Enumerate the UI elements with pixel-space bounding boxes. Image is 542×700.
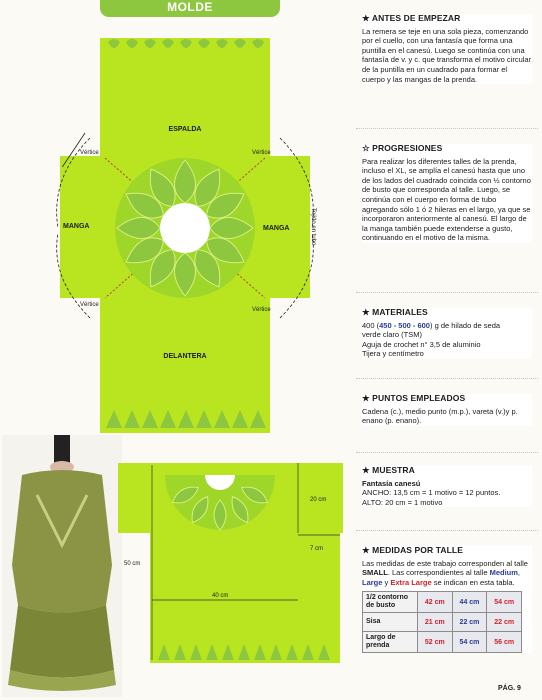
label-espalda: ESPALDA [168,126,202,133]
divider-4 [356,452,538,453]
label-vertice-tr: Vértice [252,150,271,156]
muestra-line1: ANCHO: 13,5 cm = 1 motivo = 12 puntos. [362,488,501,498]
label-vertice-br: Vértice [252,307,271,313]
section-materiales [362,308,532,359]
antes-title: ★ ANTES DE EMPEZAR [362,13,461,23]
muestra-line2: ALTO: 20 cm = 1 motivo [362,497,443,507]
label-manga-right: MANGA [263,225,290,232]
divider-2 [356,292,538,293]
antes-text: La remera se teje en una sola pieza, comenzando por el cuello, con una fantasía que forma una puntilla en el canesú. Luego se continúa con una fantasía de v. y c. que transforma el motivo circular de la puntilla en un cuadrado para formar el cuerpo y las mangas de la prenda. [362,26,532,84]
page-number: PÁG. 9 [498,685,521,692]
materiales-line3: Aguja de crochet n° 3,5 de aluminio [362,339,481,349]
muestra-subtitle: Fantasía canesú [362,478,421,488]
garment-photo [2,435,122,697]
size-table [362,591,522,653]
medidas-title: ★ MEDIDAS POR TALLE [362,545,463,555]
materiales-line1: 400 (450 - 500 - 600) g de hilado de seda [362,320,501,330]
dim-20cm: 20 cm [310,497,327,503]
label-delantera: DELANTERA [163,353,207,360]
divider-1 [356,128,538,129]
leaf-border-top [108,39,264,48]
dim-40cm: 40 cm [212,593,229,599]
section-antes [362,14,532,84]
molde-tab [100,0,280,17]
puntos-title: ★ PUNTOS EMPLEADOS [362,393,466,403]
dim-50cm: 50 cm [124,561,141,567]
table-row: 1/2 contorno de busto 42 cm 44 cm 54 cm [363,592,522,613]
materiales-line2: verde claro (TSM) [362,330,423,340]
muestra-title: ★ MUESTRA [362,465,415,475]
divider-5 [356,530,538,531]
materiales-line4: Tijera y centímetro [362,349,424,359]
dim-7cm: 7 cm [310,546,324,552]
espalda-panel [100,38,270,163]
table-row: Sisa 21 cm 22 cm 22 cm [363,613,522,632]
divider-3 [356,378,538,379]
puntos-text: Cadena (c.), medio punto (m.p.), vareta (v.)y p. enano (p. enano). [362,406,518,426]
section-muestra [362,466,532,507]
progresiones-text: Para realizar los diferentes talles de la prenda, incluso el XL, se amplía el canesú hasta que uno de los lados del cuadrado coincida con ½ contorno de busto que corresponda al talle. Luego, se continúa con el cuerpo en forma de tubo agregando sólo 1 ó 2 hileras en el largo, ya que se incorporaron anteriormente al canesú. El largo de la manga también puede extenderse a gusto, continuando en el motivo de la misma. [362,156,531,243]
pattern-diagram [30,28,340,438]
section-medidas [362,546,532,653]
label-vertice-tl: Vértice [80,150,99,156]
yoke-rosette [115,158,255,298]
materiales-sizes: 450 - 500 - 600 [379,320,430,330]
section-puntos [362,394,532,426]
molde-label: MOLDE [167,0,213,14]
table-row: Largo de prenda 52 cm 54 cm 56 cm [363,632,522,653]
label-tejido: Tejido en tubo [310,208,316,246]
medidas-intro: Las medidas de este trabajo corresponden al talle SMALL. Las correspondientes al talle Medium, Large y Extra Large se indican en esta tabla. [362,558,528,587]
label-vertice-bl: Vértice [80,302,99,308]
materiales-title: ★ MATERIALES [362,307,428,317]
label-manga-left: MANGA [63,223,90,230]
progresiones-title: ☆ PROGRESIONES [362,143,443,153]
section-progresiones [362,144,532,243]
schematic-sleeve-left [118,463,150,533]
measure-schematic [110,455,350,695]
delantera-panel [100,293,270,433]
